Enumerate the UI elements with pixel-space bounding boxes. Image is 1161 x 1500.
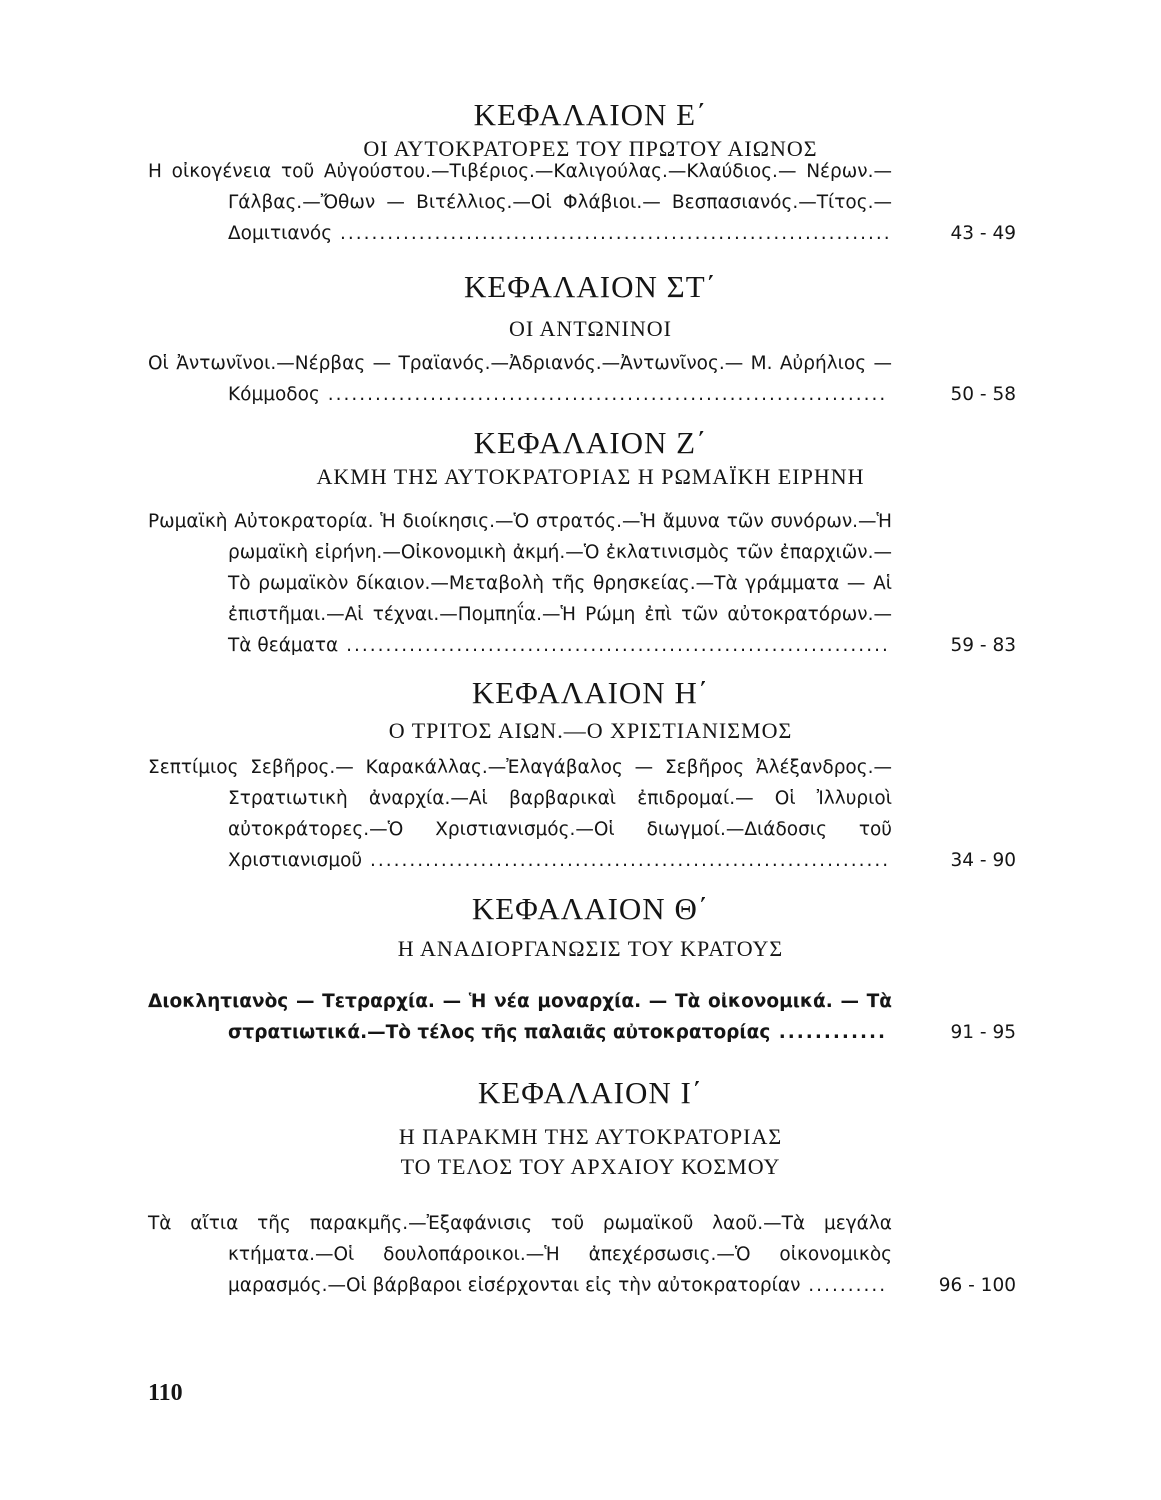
chapter-subtitle: Η ΠΑΡΑΚΜΗ ΤΗΣ ΑΥΤΟΚΡΑΤΟΡΙΑΣ	[398, 1124, 783, 1149]
chapter-th	[0, 890, 1161, 964]
entry-text: Οἱ Ἀντωνῖνοι.—Νέρβας — Τραϊανός.—Ἀδριανός.—Ἀντωνῖνος.— Μ. Αὐρήλιος — Κόμμοδος .......................................................................	[148, 353, 892, 405]
page-range: 91 - 95	[950, 1022, 1016, 1043]
toc-entry	[148, 986, 1016, 1048]
page-range: 59 - 83	[950, 635, 1016, 656]
chapter-title: ΚΕΦΑΛΑΙΟΝ Ζ΄	[473, 425, 708, 460]
toc-entry	[148, 506, 1016, 661]
entry-text: Σεπτίμιος Σεβῆρος.— Καρακάλλας.—Ἐλαγάβαλος — Σεβῆρος Ἀλέξανδρος.—Στρατιωτικὴ ἀναρχία.—Αἱ βαρβαρικαὶ ἐπιδρομαί.— Οἱ Ἰλλυριοὶ αὐτοκράτορες.—Ὁ Χριστιανισμός.—Οἱ διωγμοί.—Διάδοσις τοῦ Χριστιανισμοῦ ..................................................................	[148, 757, 892, 871]
chapter-subtitle: ΟΙ ΑΝΤΩΝΙΝΟΙ	[509, 316, 672, 341]
page-range: 43 - 49	[950, 223, 1016, 244]
chapter-title: ΚΕΦΑΛΑΙΟΝ Ε΄	[473, 97, 708, 132]
chapter-subtitle: ΑΚΜΗ ΤΗΣ ΑΥΤΟΚΡΑΤΟΡΙΑΣ Η ΡΩΜΑΪΚΗ ΕΙΡΗΝΗ	[316, 464, 865, 489]
chapter-subtitle: Ο ΤΡΙΤΟΣ ΑΙΩΝ.—Ο ΧΡΙΣΤΙΑΝΙΣΜΟΣ	[388, 718, 793, 743]
toc-entry	[148, 156, 1016, 249]
entry-text: Διοκλητιανὸς — Τετραρχία. — Ἡ νέα μοναρχία. — Τὰ οἰκονομικά. — Τὰ στρατιωτικά.—Τὸ τέλος τῆς παλαιᾶς αὐτοκρατορίας ............	[148, 991, 892, 1043]
page-number: 110	[148, 1380, 183, 1406]
chapter-i	[0, 1074, 1161, 1182]
chapter-e	[0, 96, 1161, 164]
chapter-z	[0, 424, 1161, 492]
chapter-subtitle-2: ΤΟ ΤΕΛΟΣ ΤΟΥ ΑΡΧΑΙΟΥ ΚΟΣΜΟΥ	[400, 1154, 781, 1179]
entry-text: Τὰ αἴτια τῆς παρακμῆς.—Ἐξαφάνισις τοῦ ρωμαϊκοῦ λαοῦ.—Τὰ μεγάλα κτήματα.—Οἱ δουλοπάροικοι.—Ἡ ἀπεχέρσωσις.—Ὁ οἰκονομικὸς μαρασμός.—Οἱ βάρβαροι εἰσέρχονται εἰς τὴν αὐτοκρατορίαν ..........	[148, 1213, 892, 1296]
chapter-subtitle: Η ΑΝΑΔΙΟΡΓΑΝΩΣΙΣ ΤΟΥ ΚΡΑΤΟΥΣ	[397, 936, 784, 961]
page-range: 50 - 58	[950, 384, 1016, 405]
toc-entry	[148, 752, 1016, 876]
entry-text: Η οἰκογένεια τοῦ Αὐγούστου.—Τιβέριος.—Καλιγούλας.—Κλαύδιος.— Νέρων.— Γάλβας.—Ὄθων — Βιτέλλιος.—Οἱ Φλάβιοι.— Βεσπασιανός.—Τίτος.—Δομιτιανός ......................................................................	[148, 161, 892, 244]
chapter-title: ΚΕΦΑΛΑΙΟΝ Ι΄	[477, 1075, 704, 1110]
page-range: 34 - 90	[950, 850, 1016, 871]
page-range: 96 - 100	[938, 1275, 1016, 1296]
chapter-title: ΚΕΦΑΛΑΙΟΝ ΣΤ΄	[464, 269, 717, 304]
toc-entry	[148, 348, 1016, 410]
chapter-title: ΚΕΦΑΛΑΙΟΝ Η΄	[471, 675, 710, 710]
chapter-subtitle: ΟΙ ΑΥΤΟΚΡΑΤΟΡΕΣ ΤΟΥ ΠΡΩΤΟΥ ΑΙΩΝΟΣ	[363, 136, 818, 161]
toc-entry	[148, 1208, 1016, 1301]
chapter-st	[0, 268, 1161, 344]
chapter-title: ΚΕΦΑΛΑΙΟΝ Θ΄	[471, 891, 710, 926]
chapter-h	[0, 674, 1161, 746]
entry-text: Ρωμαϊκὴ Αὐτοκρατορία. Ἡ διοίκησις.—Ὁ στρατός.—Ἡ ἄμυνα τῶν συνόρων.—Ἡ ρωμαϊκὴ εἰρήνη.—Οἰκονομικὴ ἀκμή.—Ὁ ἐκλατινισμὸς τῶν ἐπαρχιῶν.—Τὸ ρωμαϊκὸν δίκαιον.—Μεταβολὴ τῆς θρησκείας.—Τὰ γράμματα — Αἱ ἐπιστῆμαι.—Αἱ τέχναι.—Πομπηΐα.—Ἡ Ρώμη ἐπὶ τῶν αὐτοκρατόρων.—Τὰ θεάματα .....................................................................	[148, 511, 892, 656]
